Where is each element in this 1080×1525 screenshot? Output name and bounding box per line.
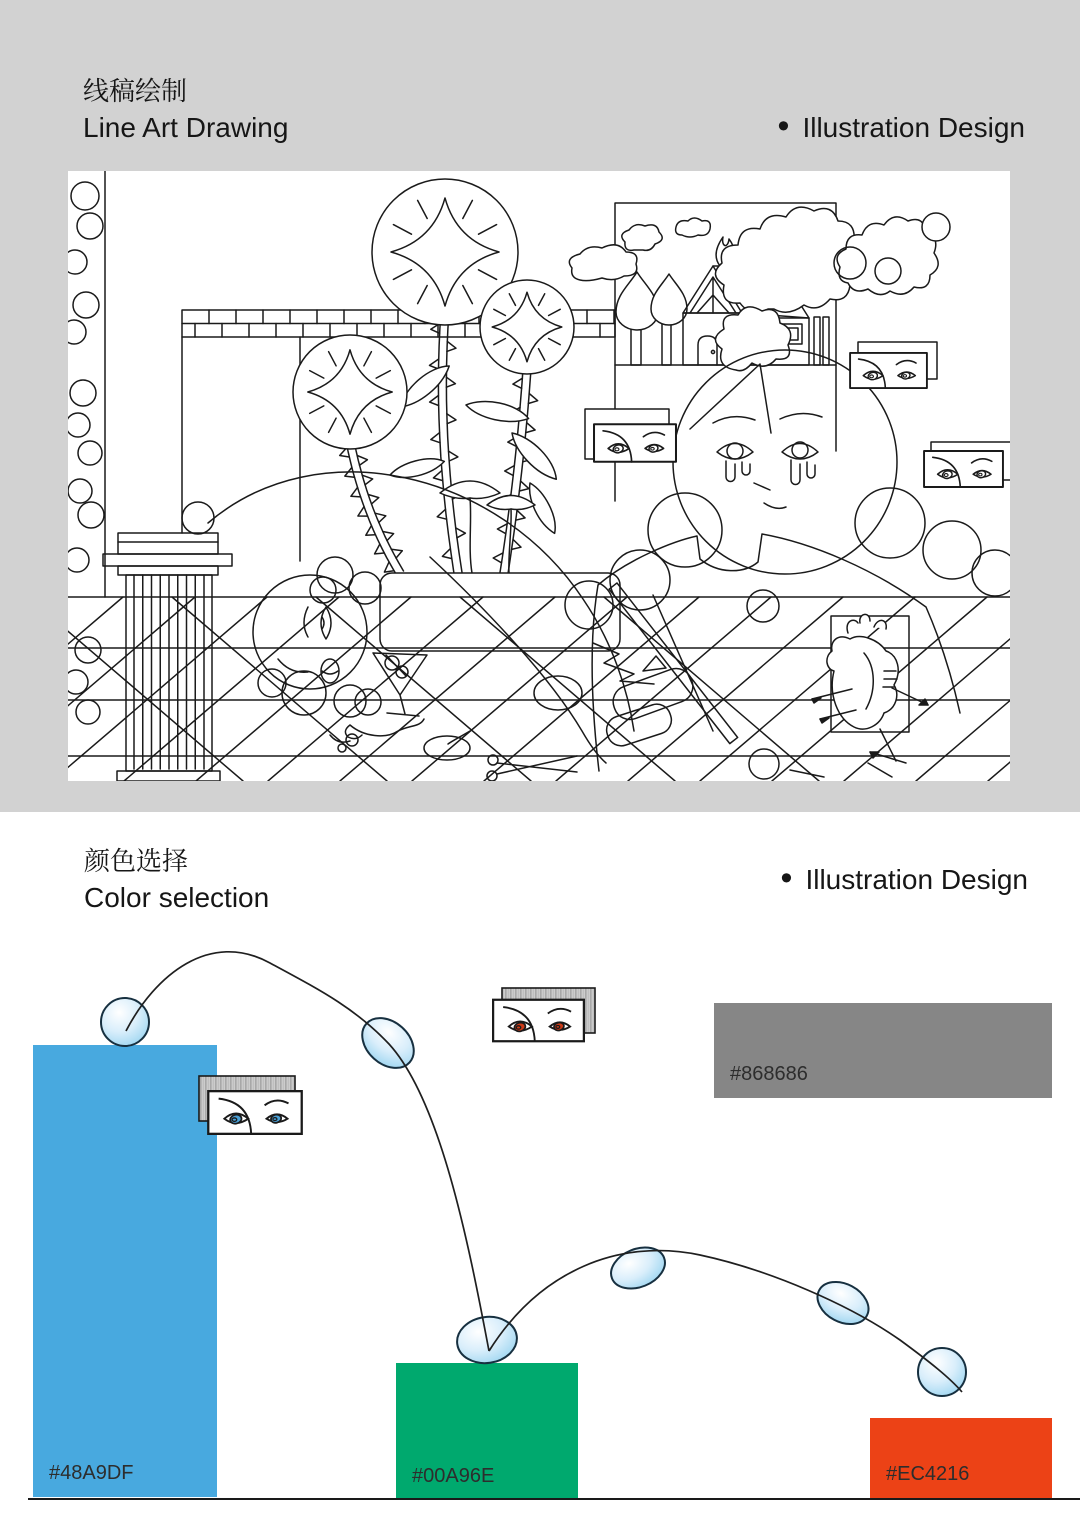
- cloud-icon: [676, 218, 711, 237]
- scissors-icon: [487, 755, 577, 781]
- hair-bang: [690, 364, 771, 433]
- hair-bun: [349, 572, 381, 604]
- eye-card: [924, 451, 1003, 487]
- eye-cards: [585, 342, 1010, 487]
- trajectory-arc: [126, 952, 489, 1351]
- shoulders: [592, 534, 960, 771]
- eye-card: [594, 424, 676, 462]
- hand: [345, 719, 424, 739]
- sparkle-flowers: [293, 179, 574, 449]
- line-art-tag-label: Illustration Design: [802, 112, 1025, 143]
- spill-drop: [346, 734, 358, 746]
- color-selection-title-en: Color selection: [84, 881, 270, 913]
- bouncing-balls: [101, 998, 966, 1396]
- trajectory-arc: [489, 1251, 962, 1392]
- swatch-orange-label: #EC4216: [886, 1463, 970, 1485]
- line-art-title-en: Line Art Drawing: [83, 111, 289, 143]
- eye-card-red: [493, 1000, 584, 1042]
- color-selection-tag-label: Illustration Design: [805, 864, 1028, 895]
- line-art-title-zh: 线稿绘制: [83, 76, 188, 106]
- line-art-canvas: [68, 171, 1010, 781]
- bubble: [747, 590, 779, 622]
- swatch-gray-label: #868686: [730, 1063, 808, 1085]
- line-art-tag: • Illustration Design: [777, 107, 1025, 145]
- hair-bun: [310, 577, 336, 603]
- ball: [605, 1240, 671, 1296]
- plant-leaves: [388, 360, 562, 573]
- line-art-heading: [83, 74, 288, 146]
- planter-box: [380, 573, 620, 651]
- pin: [868, 763, 892, 777]
- cloud-icon: [569, 245, 637, 281]
- tree-icon: [651, 274, 687, 325]
- swatch-green-label: #00A96E: [412, 1465, 495, 1487]
- eye-card: [850, 353, 927, 388]
- color-selection-tag: • Illustration Design: [780, 859, 1028, 897]
- spill-drop: [338, 744, 346, 752]
- cloud-icon: [622, 225, 662, 251]
- fence-post: [814, 317, 820, 365]
- eye-card-blue: [208, 1091, 301, 1134]
- swatch-blue-label: #48A9DF: [49, 1462, 134, 1484]
- hair-bun: [317, 557, 353, 593]
- bubble: [855, 488, 925, 558]
- line-art-illustration: [68, 171, 1010, 781]
- bubble: [648, 493, 722, 567]
- bubble: [749, 749, 779, 779]
- ball: [810, 1274, 876, 1333]
- bubble: [972, 550, 1010, 596]
- color-selection-title-zh: 颜色选择: [84, 846, 189, 876]
- tree-trunk: [662, 321, 671, 365]
- bouncing-ball-diagram: [0, 812, 1080, 1525]
